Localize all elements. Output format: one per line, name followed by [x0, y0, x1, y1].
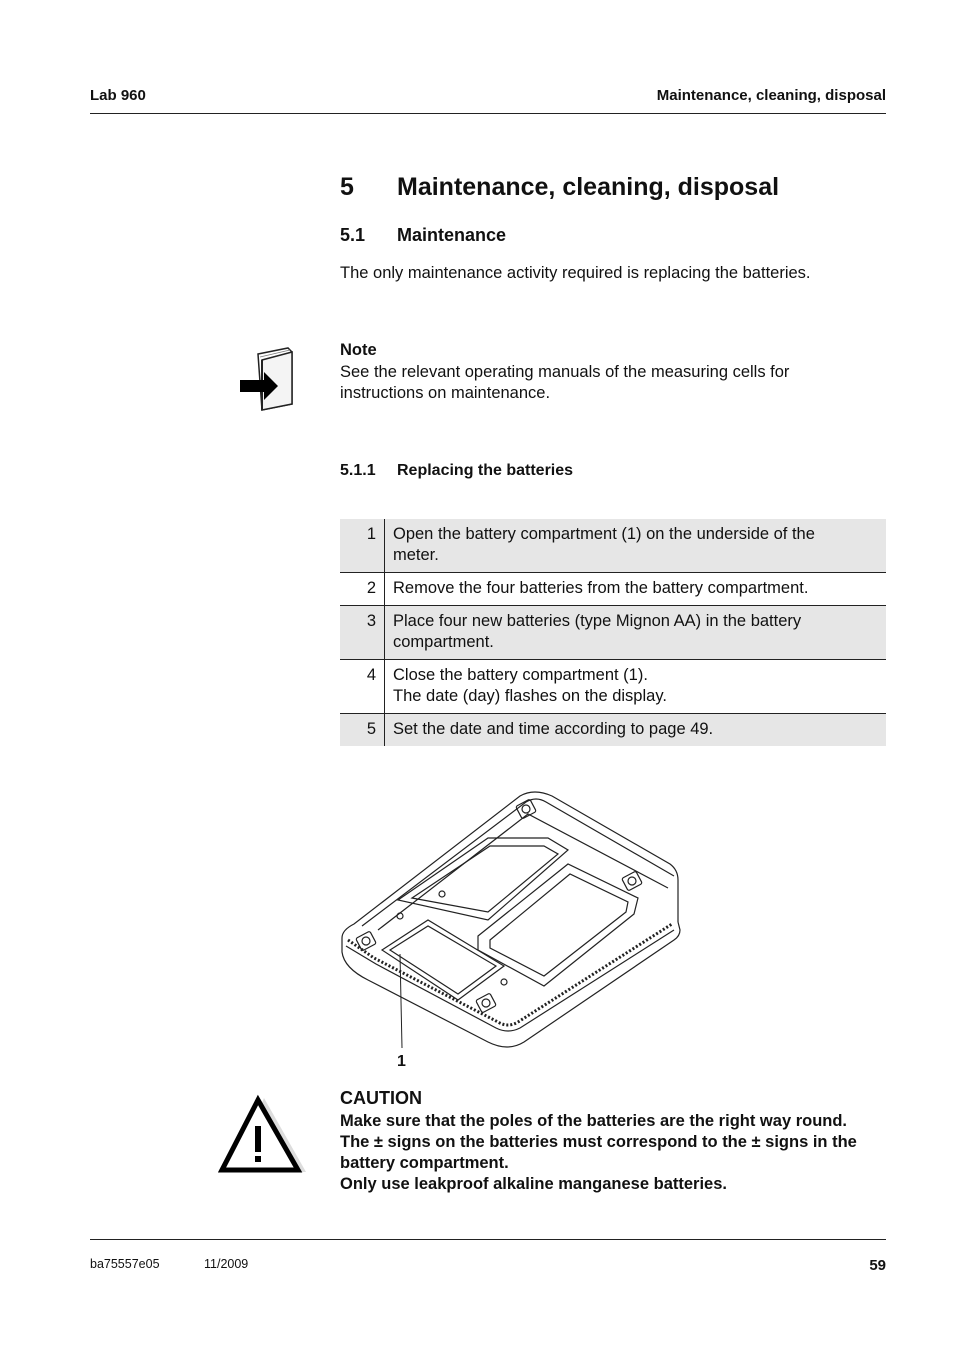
subsection-title: Replacing the batteries — [397, 462, 574, 479]
section-title: Maintenance — [397, 225, 507, 245]
step-text — [385, 660, 887, 714]
table-row — [340, 573, 886, 606]
caution-body — [340, 1111, 900, 1195]
table-row — [340, 519, 886, 573]
step-number: 2 — [366, 579, 376, 597]
table-row — [340, 714, 886, 747]
chapter-title: Maintenance, cleaning, disposal — [397, 173, 780, 201]
section-number: 5.1 — [340, 225, 366, 245]
header-right: Maintenance, cleaning, disposal — [656, 87, 886, 104]
step-line: Close the battery compartment (1). — [393, 666, 648, 684]
step-line: Place four new batteries (type Mignon AA) in the battery — [393, 612, 802, 630]
subsection-heading — [340, 462, 573, 480]
step-text — [385, 606, 887, 660]
step-text — [385, 519, 887, 573]
table-row — [340, 606, 886, 660]
intro-text: The only maintenance activity required is replacing the batteries. — [340, 264, 811, 282]
step-line: The date (day) flashes on the display. — [393, 687, 667, 705]
caution-line: battery compartment. — [340, 1154, 509, 1172]
step-text — [385, 714, 887, 747]
section-heading — [340, 225, 506, 246]
meter-underside-illustration — [338, 790, 684, 1050]
step-number: 3 — [340, 606, 385, 660]
chapter-number: 5 — [340, 173, 354, 201]
steps-table — [340, 519, 886, 746]
footer-rule — [90, 1239, 886, 1240]
step-text — [385, 573, 887, 606]
step-number: 4 — [366, 666, 376, 684]
subsection-number: 5.1.1 — [340, 462, 376, 479]
figure-callout: 1 — [397, 1053, 406, 1070]
step-line: compartment. — [393, 633, 494, 651]
step-line: meter. — [393, 546, 439, 564]
page-number: 59 — [869, 1257, 886, 1274]
caution-line: The ± signs on the batteries must correspond to the ± signs in the — [340, 1133, 857, 1151]
step-line: Remove the four batteries from the battery compartment. — [393, 579, 809, 597]
caution-line: Only use leakproof alkaline manganese batteries. — [340, 1175, 727, 1193]
step-number: 5 — [340, 714, 385, 747]
step-line: Set the date and time according to page 49. — [393, 720, 714, 738]
step-line: Open the battery compartment (1) on the underside of the — [393, 525, 815, 543]
manual-book-icon — [238, 346, 298, 414]
note-line: instructions on maintenance. — [340, 384, 551, 402]
note-body — [340, 362, 789, 404]
header-rule — [90, 113, 886, 114]
note-line: See the relevant operating manuals of the measuring cells for — [340, 363, 790, 381]
warning-triangle-icon — [218, 1094, 308, 1176]
header-left: Lab 960 — [90, 87, 146, 104]
caution-line: Make sure that the poles of the batteries are the right way round. — [340, 1112, 848, 1130]
footer-date: 11/2009 — [204, 1257, 249, 1271]
step-number: 1 — [340, 519, 385, 573]
table-row — [340, 660, 886, 714]
chapter-heading — [340, 173, 779, 202]
note-title: Note — [340, 341, 377, 359]
caution-title: CAUTION — [340, 1088, 422, 1108]
footer-doc-id: ba75557e05 — [90, 1257, 160, 1271]
